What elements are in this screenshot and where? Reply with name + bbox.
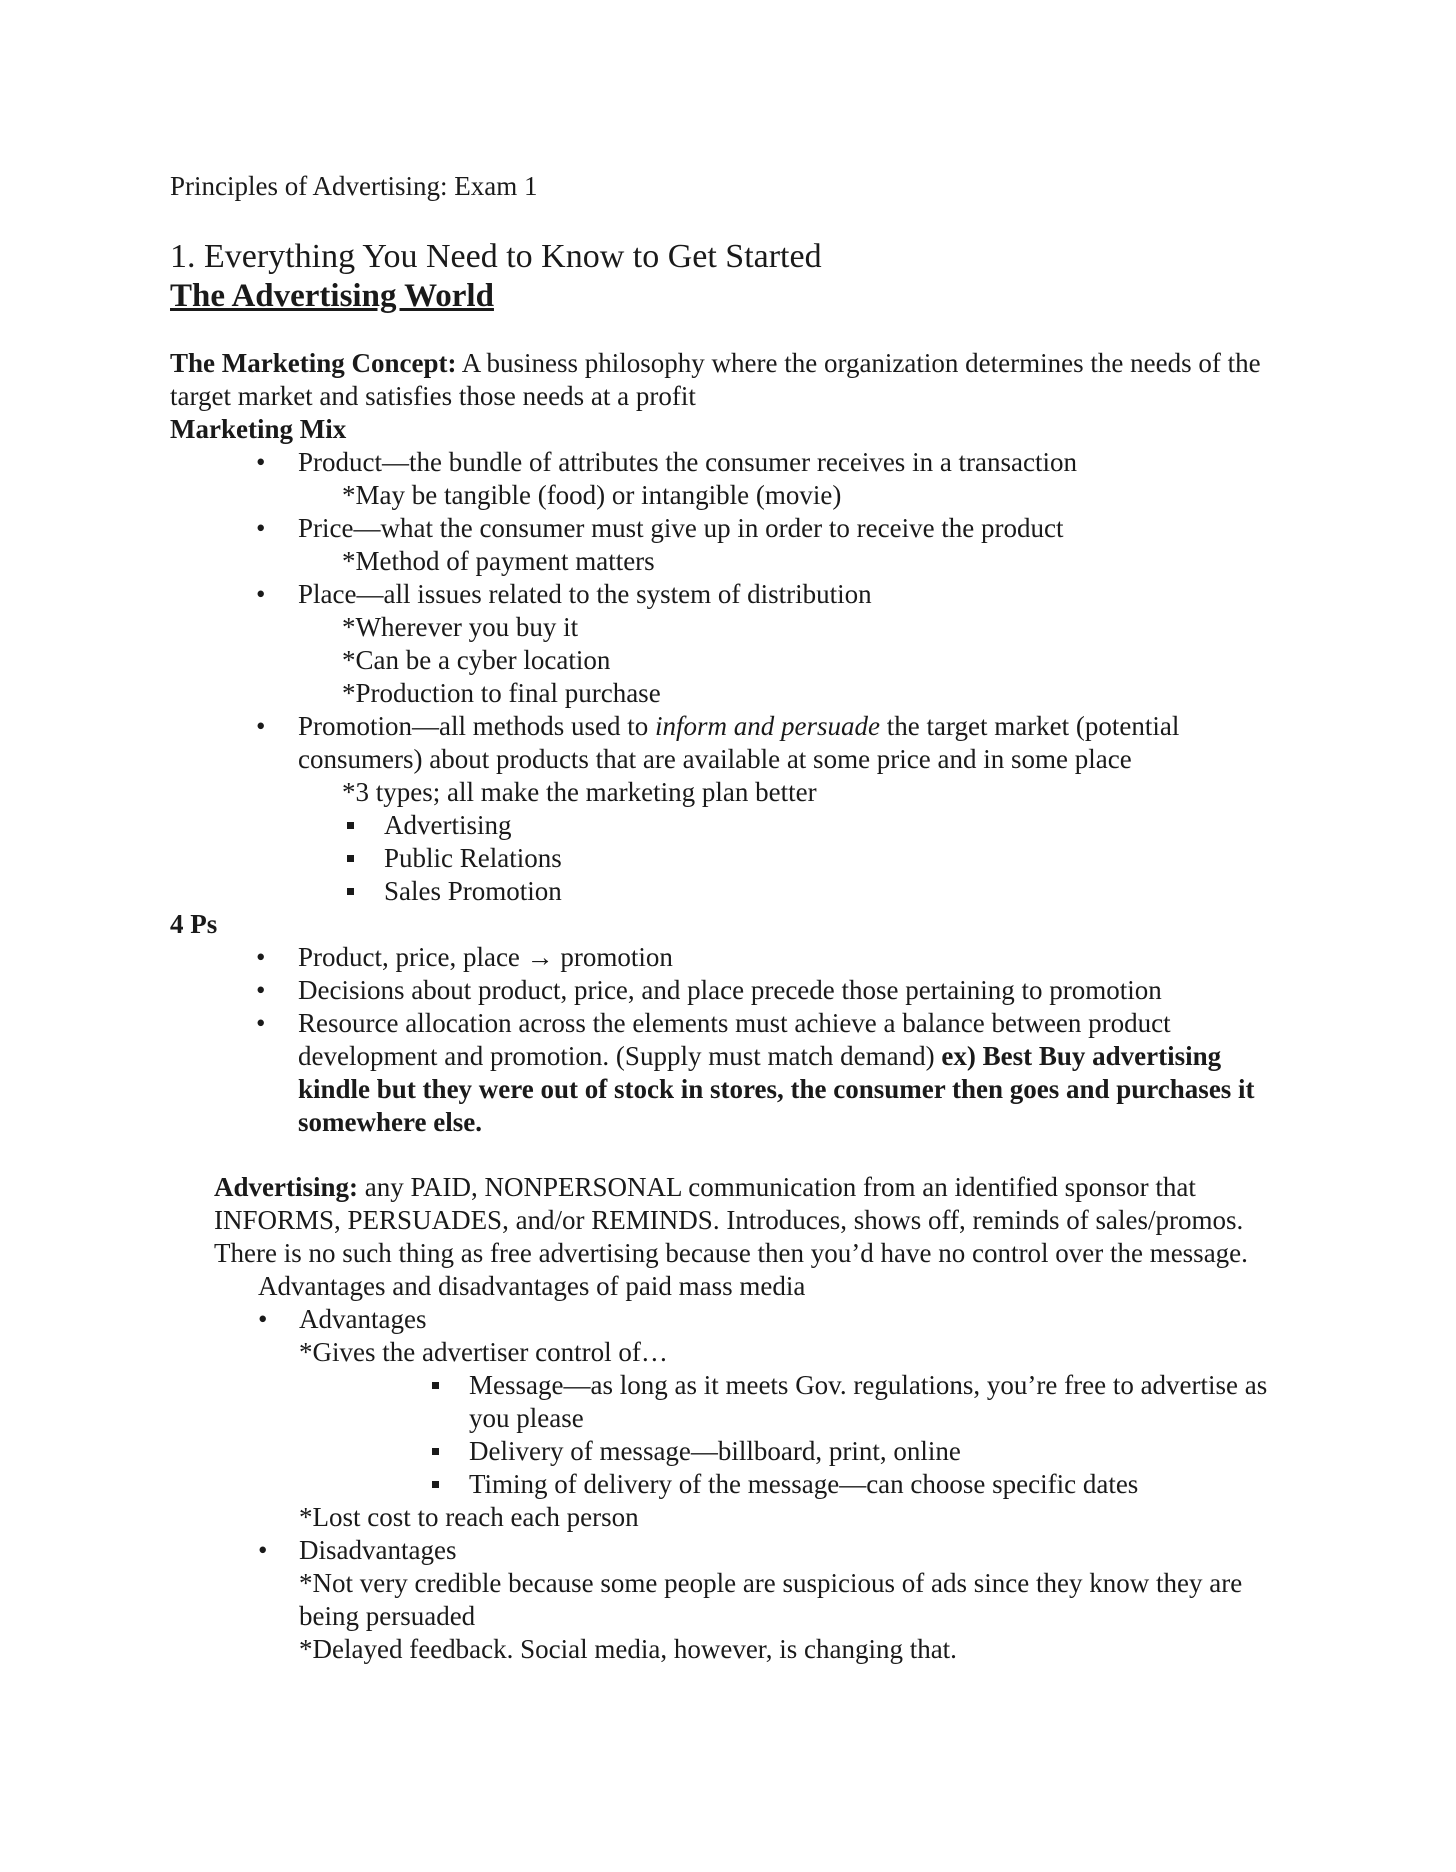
list-item: Timing of delivery of the message—can choose specific dates <box>299 1468 1290 1501</box>
place-note: *Wherever you buy it <box>342 612 579 642</box>
place-note: *Production to final purchase <box>342 678 661 708</box>
marketing-concept-label: The Marketing Concept: <box>170 348 457 378</box>
list-item-price: • Price—what the consumer must give up in order to receive the product *Method of payment matters <box>170 512 1290 578</box>
list-item: • Resource allocation across the elements must achieve a balance between product development and promotion. (Supply must match demand) ex) Best Buy advertising kindle but they were out of stock in stores, the consumer then goes and purchases it somewhere else. <box>170 1007 1290 1139</box>
example-text: ex) Best Buy advertising kindle but they were out of stock in stores, the consumer then goes and purchases it somewhere else. <box>298 1041 1255 1137</box>
marketing-mix-heading: Marketing Mix <box>170 414 347 444</box>
list-item: Message—as long as it meets Gov. regulations, you’re free to advertise as you please <box>299 1369 1290 1435</box>
advertising-subheading: Advantages and disadvantages of paid mass media <box>258 1271 806 1301</box>
list-item-advertising: Advertising <box>214 809 1290 842</box>
list-item: • Product, price, place → promotion <box>170 941 1290 974</box>
promotion-emphasis: inform and persuade <box>655 711 880 741</box>
advantages-note: *Gives the advertiser control of… <box>299 1337 668 1367</box>
four-ps-heading: 4 Ps <box>170 909 218 939</box>
list-item-promotion: • Promotion—all methods used to inform and persuade the target market (potential consumers) about products that are available at some price and in some place *3 types; all make the marketing plan better <box>170 710 1290 809</box>
list-item-public-relations: Public Relations <box>214 842 1290 875</box>
four-ps-list <box>170 941 1290 1139</box>
section-subheading: The Advertising World <box>170 278 494 314</box>
advertising-section <box>214 1171 1290 1666</box>
marketing-mix-list <box>170 446 1290 809</box>
list-item: • Decisions about product, price, and place precede those pertaining to promotion <box>170 974 1290 1007</box>
advantages-disadvantages-list <box>214 1303 1290 1666</box>
control-items-list <box>299 1369 1290 1501</box>
document-page <box>170 170 1290 1666</box>
list-item-advantages: • Advantages *Gives the advertiser control of… Message—as long as it meets Gov. regulations, you’re free to advertise as you please Delivery of message—billboard, print, online Timing of delivery of the message—can choose specific dates *Lost cost to reach each person <box>214 1303 1290 1534</box>
promotion-types-list <box>214 809 1290 908</box>
list-item: Delivery of message—billboard, print, online <box>299 1435 1290 1468</box>
advertising-text: any PAID, NONPERSONAL communication from an identified sponsor that INFORMS, PERSUADES, and/or REMINDS. Introduces, shows off, reminds of sales/promos. There is no such thing as free advertising because then you’d have no control over the message. <box>214 1172 1248 1268</box>
marketing-concept-text: A business philosophy where the organization determines the needs of the target market and satisfies those needs at a profit <box>170 348 1261 411</box>
section-heading: 1. Everything You Need to Know to Get Started <box>170 238 822 275</box>
list-item-disadvantages: • Disadvantages *Not very credible because some people are suspicious of ads since they know they are being persuaded *Delayed feedback. Social media, however, is changing that. <box>214 1534 1290 1666</box>
right-arrow-icon: → <box>526 942 554 972</box>
disadvantages-note: *Delayed feedback. Social media, however, is changing that. <box>299 1634 957 1664</box>
advertising-label: Advertising: <box>214 1172 358 1202</box>
advertising-paragraph <box>214 1171 1290 1270</box>
list-item-product: • Product—the bundle of attributes the consumer receives in a transaction *May be tangible (food) or intangible (movie) <box>170 446 1290 512</box>
document-title: Principles of Advertising: Exam 1 <box>170 171 538 201</box>
list-item-sales-promotion: Sales Promotion <box>214 875 1290 908</box>
place-note: *Can be a cyber location <box>342 645 611 675</box>
disadvantages-note: *Not very credible because some people are suspicious of ads since they know they are being persuaded <box>299 1568 1243 1631</box>
list-item-place: • Place—all issues related to the system of distribution *Wherever you buy it *Can be a cyber location *Production to final purchase <box>170 578 1290 710</box>
promotion-note: *3 types; all make the marketing plan better <box>342 777 817 807</box>
cost-note: *Lost cost to reach each person <box>299 1502 639 1532</box>
marketing-concept-paragraph <box>170 347 1290 413</box>
price-note: *Method of payment matters <box>342 546 655 576</box>
product-note: *May be tangible (food) or intangible (movie) <box>342 480 842 510</box>
